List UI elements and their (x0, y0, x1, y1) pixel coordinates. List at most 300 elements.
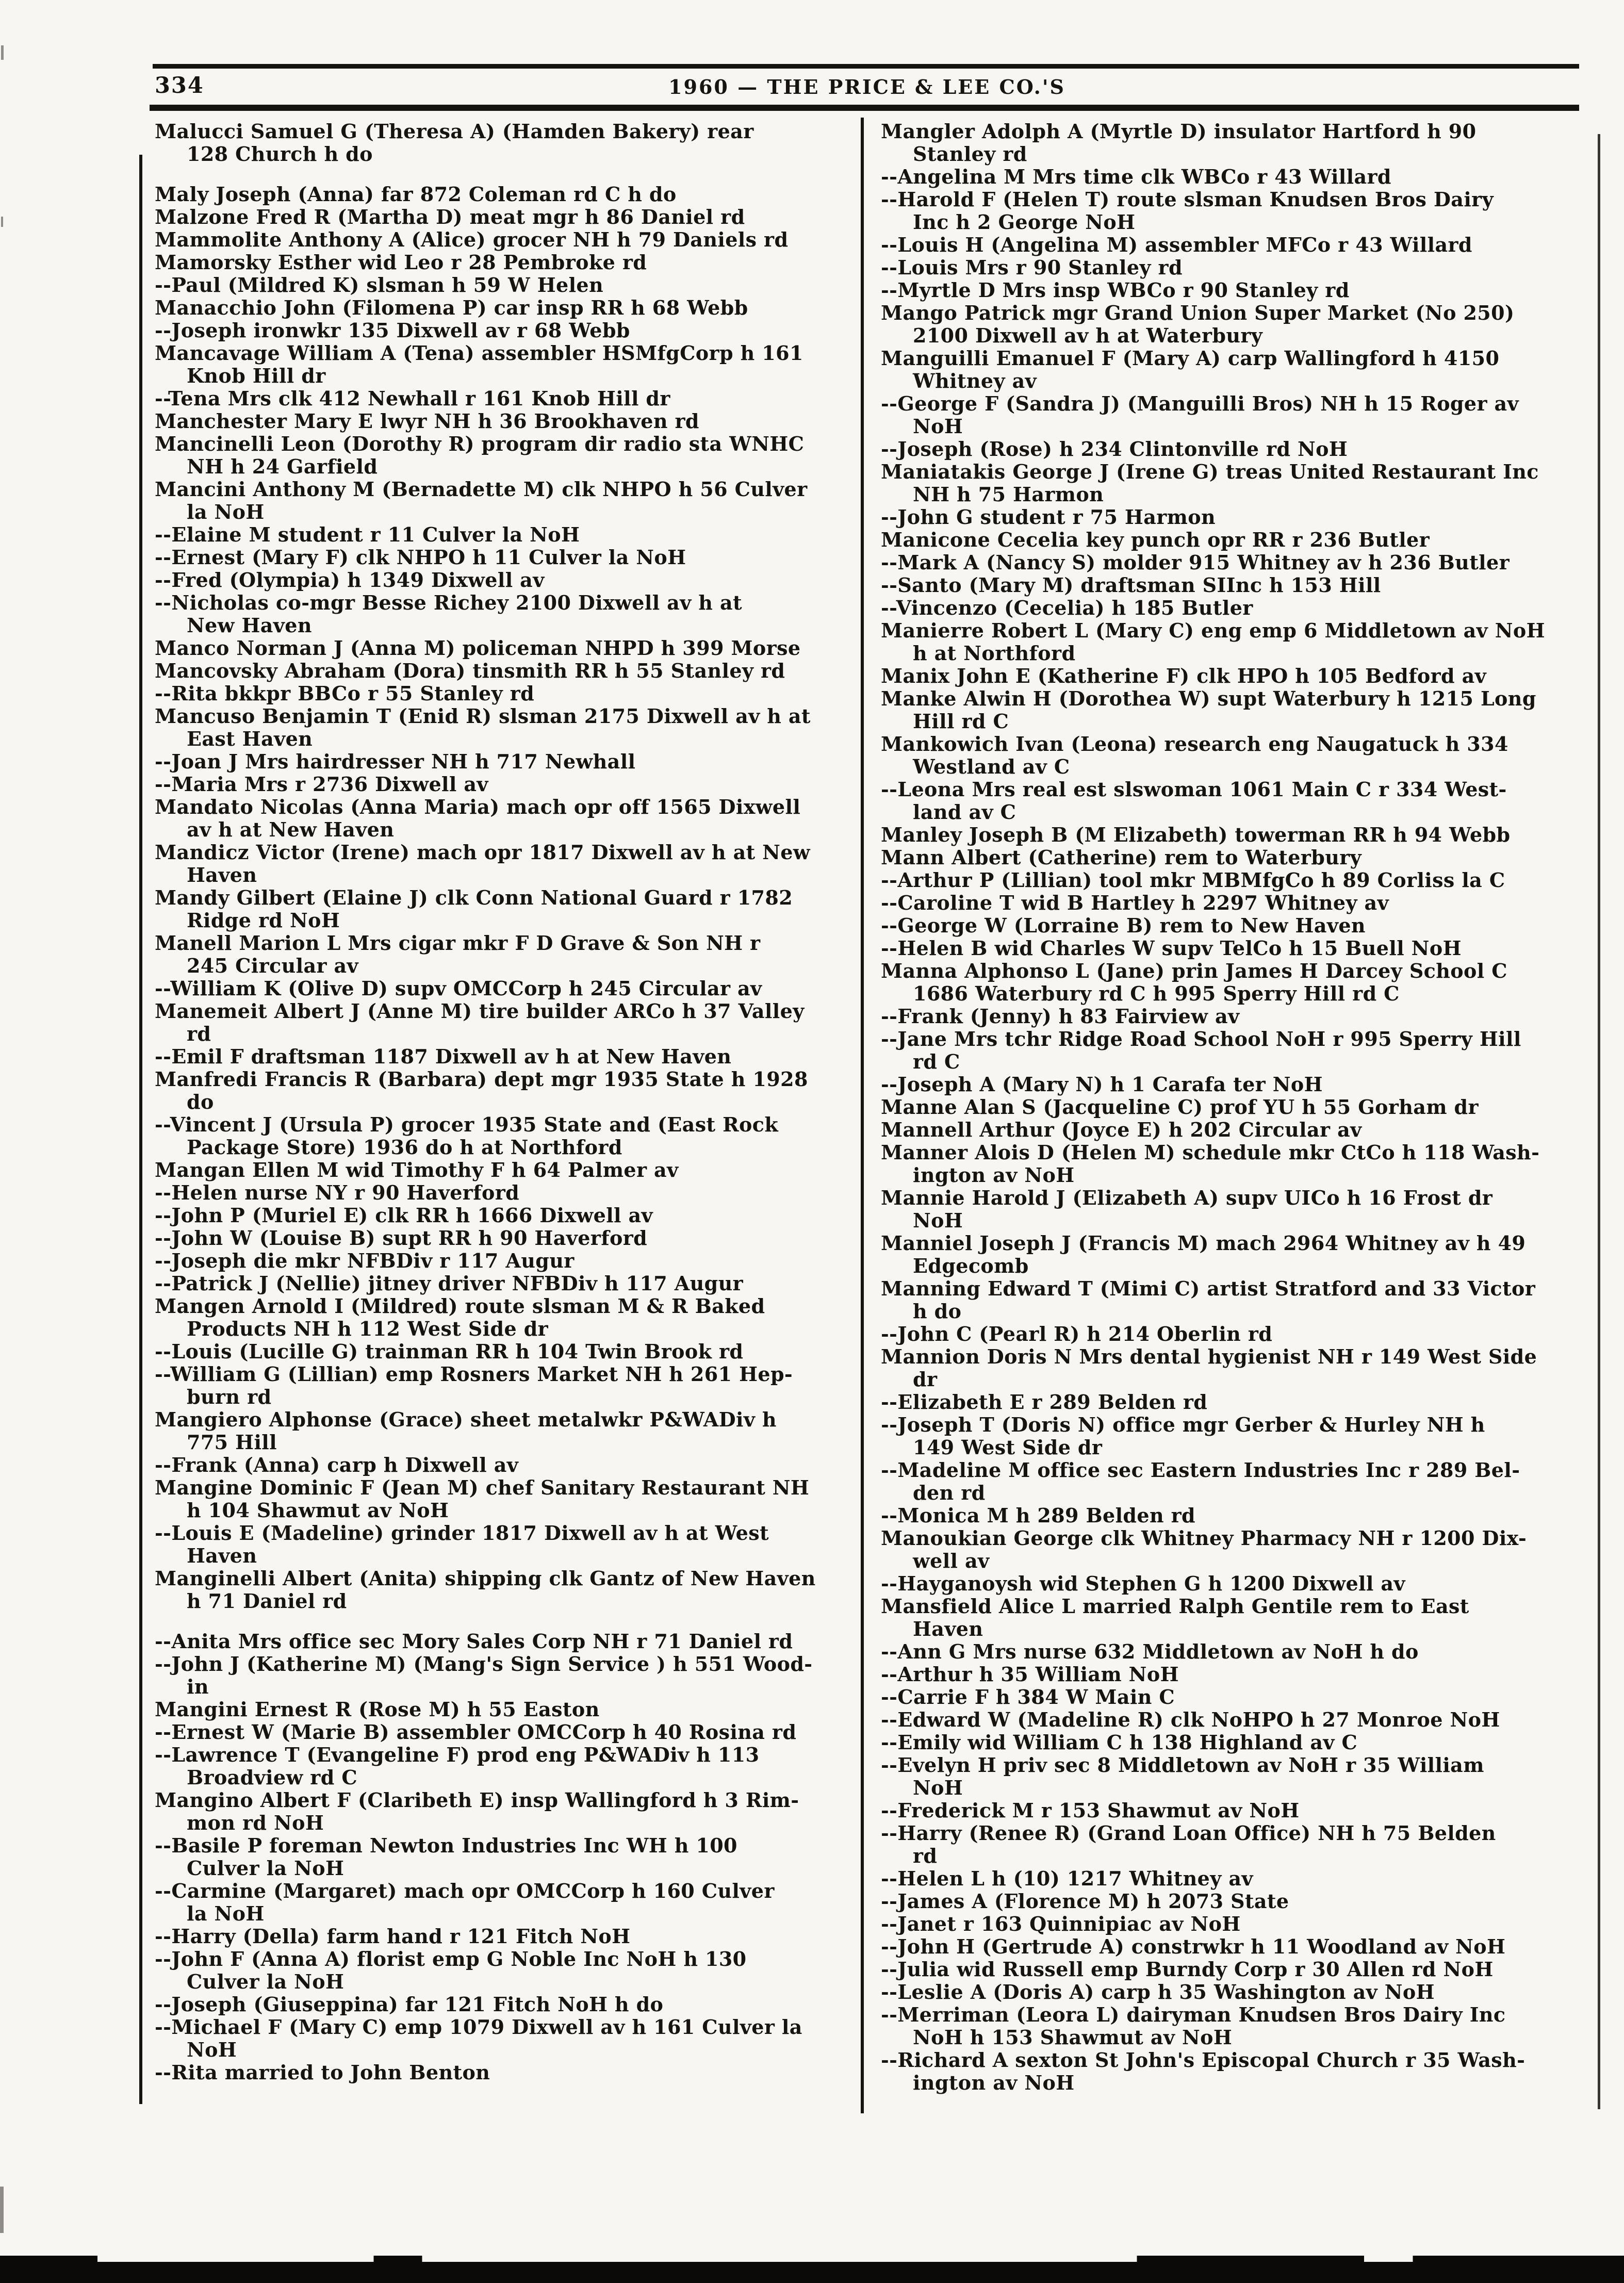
entry-first-line: --Nicholas co-mgr Besse Richey 2100 Dixwell av h at (155, 591, 742, 614)
header-rule (150, 105, 1579, 111)
directory-entry (155, 1925, 857, 1948)
entry-first-line: --Edward W (Madeline R) clk NoHPO h 27 Monroe NoH (881, 1708, 1500, 1731)
directory-entry (881, 234, 1603, 256)
entry-first-line: Mangini Ernest R (Rose M) h 55 Easton (155, 1698, 600, 1721)
directory-entry (155, 274, 857, 297)
top-rule (153, 64, 1579, 69)
entry-first-line: Mancuso Benjamin T (Enid R) slsman 2175 Dixwell av h at (155, 704, 811, 728)
entry-first-line: --Joseph (Rose) h 234 Clintonville rd NoH (881, 437, 1348, 461)
directory-entry (881, 597, 1603, 619)
directory-entry (881, 1391, 1603, 1414)
directory-entry (881, 1595, 1603, 1640)
directory-entry (155, 705, 857, 750)
directory-entry (155, 773, 857, 796)
directory-entry (155, 1408, 857, 1454)
entry-first-line: --James A (Florence M) h 2073 State (881, 1890, 1289, 1913)
entry-first-line: --Harry (Della) farm hand r 121 Fitch NoH (155, 1925, 631, 1948)
entry-first-line: Mancovsky Abraham (Dora) tinsmith RR h 55 Stanley rd (155, 659, 785, 682)
entry-first-line: Manguilli Emanuel F (Mary A) carp Wallingford h 4150 (881, 347, 1500, 370)
entry-first-line: --Joseph (Giuseppina) far 121 Fitch NoH h do (155, 1993, 664, 2016)
entry-first-line: --Joseph ironwkr 135 Dixwell av r 68 Webb (155, 319, 630, 342)
directory-entry (881, 1731, 1603, 1754)
entry-first-line: --John W (Louise B) supt RR h 90 Haverford (155, 1226, 648, 1250)
entry-first-line: Mangen Arnold I (Mildred) route slsman M & R Baked (155, 1294, 765, 1318)
directory-entry (881, 1527, 1603, 1572)
scan-artifact (1, 45, 4, 60)
bottom-scan-edge-bar (0, 2262, 1624, 2283)
entry-continuation-line: ington av NoH (913, 2071, 1075, 2094)
directory-entry (881, 687, 1603, 733)
entry-first-line: Mancinelli Leon (Dorothy R) program dir radio sta WNHC (155, 432, 805, 455)
entry-first-line: Mango Patrick mgr Grand Union Super Market (No 250) (881, 301, 1515, 324)
entry-first-line: --Hayganoysh wid Stephen G h 1200 Dixwell av (881, 1572, 1405, 1595)
directory-entry (881, 461, 1603, 506)
directory-entry (155, 1068, 857, 1113)
directory-entry (881, 1073, 1603, 1096)
directory-entry (155, 977, 857, 1000)
entry-first-line: --George W (Lorraine B) rem to New Haven (881, 914, 1366, 937)
directory-entry (881, 1754, 1603, 1799)
entry-first-line: Mangino Albert F (Claribeth E) insp Wallingford h 3 Rim- (155, 1788, 799, 1812)
directory-entry (881, 2049, 1603, 2094)
entry-continuation-line: 245 Circular av (187, 954, 359, 977)
entry-continuation-line: Stanley rd (913, 142, 1027, 166)
entry-first-line: --Harold F (Helen T) route slsman Knudsen Bros Dairy (881, 188, 1494, 211)
directory-entry (881, 1096, 1603, 1119)
entry-continuation-line: land av C (913, 800, 1016, 824)
entry-first-line: --Emil F draftsman 1187 Dixwell av h at New Haven (155, 1045, 732, 1068)
entry-continuation-line: Package Store) 1936 do h at Northford (187, 1136, 622, 1159)
entry-first-line: --Louis H (Angelina M) assembler MFCo r 43 Willard (881, 233, 1472, 256)
entry-first-line: --John G student r 75 Harmon (881, 505, 1216, 529)
entry-continuation-line: New Haven (187, 614, 312, 637)
directory-entry (881, 1890, 1603, 1913)
entry-continuation-line: la NoH (187, 500, 265, 523)
entry-first-line: --Patrick J (Nellie) jitney driver NFBDiv h 117 Augur (155, 1272, 744, 1295)
entry-continuation-line: 1686 Waterbury rd C h 995 Sperry Hill rd C (913, 982, 1400, 1005)
directory-entry (155, 183, 857, 206)
directory-entry (881, 2003, 1603, 2049)
directory-entry (881, 778, 1603, 824)
directory-entry (881, 506, 1603, 529)
entry-first-line: --William G (Lillian) emp Rosners Market NH h 261 Hep- (155, 1362, 793, 1386)
directory-entry (881, 279, 1603, 302)
entry-first-line: --Janet r 163 Quinnipiac av NoH (881, 1912, 1241, 1935)
directory-entry (155, 1630, 857, 1653)
directory-entry (155, 1204, 857, 1227)
entry-continuation-line: NoH h 153 Shawmut av NoH (913, 2026, 1233, 2049)
entry-continuation-line: Haven (187, 1544, 257, 1567)
entry-first-line: --Arthur h 35 William NoH (881, 1663, 1179, 1686)
entry-first-line: --Basile P foreman Newton Industries Inc WH h 100 (155, 1834, 737, 1857)
directory-entry (155, 1653, 857, 1698)
entry-continuation-line: 2100 Dixwell av h at Waterbury (913, 324, 1263, 347)
entry-continuation-line: rd (187, 1022, 211, 1045)
directory-entry (881, 1459, 1603, 1504)
entry-continuation-line: av h at New Haven (187, 818, 395, 841)
entry-first-line: --Maria Mrs r 2736 Dixwell av (155, 773, 488, 796)
entry-continuation-line: 128 Church h do (187, 142, 373, 166)
entry-continuation-line: Broadview rd C (187, 1766, 357, 1789)
directory-entry (881, 1323, 1603, 1345)
entry-continuation-line: Edgecomb (913, 1254, 1029, 1277)
entry-first-line: --Tena Mrs clk 412 Newhall r 161 Knob Hill dr (155, 387, 670, 410)
entry-first-line: --Frank (Jenny) h 83 Fairview av (881, 1005, 1240, 1028)
entry-first-line: Manna Alphonso L (Jane) prin James H Darcey School C (881, 959, 1507, 982)
directory-entry (155, 886, 857, 932)
entry-first-line: --Louis E (Madeline) grinder 1817 Dixwell av h at West (155, 1521, 769, 1545)
entry-first-line: --Richard A sexton St John's Episcopal Church r 35 Wash- (881, 2048, 1525, 2072)
entry-first-line: --Paul (Mildred K) slsman h 59 W Helen (155, 273, 604, 297)
entry-first-line: Maly Joseph (Anna) far 872 Coleman rd C h do (155, 183, 677, 206)
directory-entry (881, 347, 1603, 392)
entry-first-line: --John H (Gertrude A) constrwkr h 11 Woodland av NoH (881, 1935, 1506, 1958)
directory-entry (881, 892, 1603, 914)
directory-entry (881, 1640, 1603, 1663)
column-divider-line (861, 118, 864, 2113)
entry-first-line: Mannell Arthur (Joyce E) h 202 Circular av (881, 1118, 1362, 1141)
directory-entry (881, 120, 1603, 166)
directory-entry (155, 1113, 857, 1159)
directory-entry (155, 387, 857, 410)
entry-continuation-line: h do (913, 1300, 962, 1323)
entry-first-line: Manning Edward T (Mimi C) artist Stratford and 33 Victor (881, 1277, 1536, 1300)
directory-entry (881, 166, 1603, 188)
directory-entry (155, 1567, 857, 1613)
directory-entry (155, 1993, 857, 2016)
entry-first-line: --Julia wid Russell emp Burndy Corp r 30 Allen rd NoH (881, 1958, 1494, 1981)
entry-first-line: --Ann G Mrs nurse 632 Middletown av NoH h do (881, 1640, 1419, 1663)
directory-entry (155, 682, 857, 705)
entry-first-line: Manginelli Albert (Anita) shipping clk Gantz of New Haven (155, 1567, 816, 1590)
directory-column-right (881, 120, 1603, 2094)
entry-first-line: --Caroline T wid B Hartley h 2297 Whitney av (881, 891, 1389, 914)
directory-entry (881, 1028, 1603, 1073)
directory-entry (155, 410, 857, 433)
directory-entry (155, 796, 857, 841)
directory-entry (155, 932, 857, 977)
directory-entry (881, 1504, 1603, 1527)
entry-continuation-line: East Haven (187, 727, 313, 750)
entry-first-line: --Rita bkkpr BBCo r 55 Stanley rd (155, 682, 535, 705)
directory-entry (881, 914, 1603, 937)
entry-first-line: Mann Albert (Catherine) rem to Waterbury (881, 846, 1362, 869)
entry-first-line: --Monica M h 289 Belden rd (881, 1504, 1196, 1527)
directory-entry (155, 1227, 857, 1250)
directory-entry (881, 1958, 1603, 1981)
entry-continuation-line: Inc h 2 George NoH (913, 210, 1136, 234)
entry-first-line: --George F (Sandra J) (Manguilli Bros) NH h 15 Roger av (881, 392, 1519, 415)
entry-first-line: --Helen L h (10) 1217 Whitney av (881, 1867, 1253, 1890)
directory-entry (881, 302, 1603, 347)
entry-first-line: Manke Alwin H (Dorothea W) supt Waterbury h 1215 Long (881, 687, 1536, 710)
entry-continuation-line: Culver la NoH (187, 1970, 345, 1993)
directory-entry (881, 937, 1603, 960)
directory-entry (155, 1045, 857, 1068)
entry-first-line: --Helen nurse NY r 90 Haverford (155, 1181, 520, 1204)
directory-entry (155, 1476, 857, 1522)
entry-first-line: Manicone Cecelia key punch opr RR r 236 Butler (881, 528, 1430, 551)
directory-entry (155, 1834, 857, 1880)
directory-entry (881, 733, 1603, 778)
entry-first-line: Mammolite Anthony A (Alice) grocer NH h 79 Daniels rd (155, 228, 789, 251)
entry-first-line: Manemeit Albert J (Anne M) tire builder ARCo h 37 Valley (155, 999, 805, 1023)
entry-first-line: --Michael F (Mary C) emp 1079 Dixwell av h 161 Culver la (155, 2015, 802, 2039)
entry-first-line: Mancavage William A (Tena) assembler HSMfgCorp h 161 (155, 341, 803, 365)
entry-first-line: Mankowich Ivan (Leona) research eng Naugatuck h 334 (881, 732, 1508, 755)
directory-entry (155, 319, 857, 342)
entry-continuation-line: in (187, 1675, 209, 1698)
entry-continuation-line: Knob Hill dr (187, 364, 326, 387)
directory-entry (155, 1789, 857, 1834)
entry-continuation-line: NoH (913, 415, 963, 438)
directory-entry (881, 1935, 1603, 1958)
entry-first-line: Malzone Fred R (Martha D) meat mgr h 86 Daniel rd (155, 205, 745, 228)
entry-first-line: Manierre Robert L (Mary C) eng emp 6 Middletown av NoH (881, 619, 1545, 642)
entry-first-line: Mangan Ellen M wid Timothy F h 64 Palmer av (155, 1158, 679, 1181)
entry-first-line: Manell Marion L Mrs cigar mkr F D Grave & Son NH r (155, 931, 761, 955)
directory-entry (155, 660, 857, 682)
entry-first-line: --Frank (Anna) carp h Dixwell av (155, 1453, 519, 1476)
entry-first-line: --Myrtle D Mrs insp WBCo r 90 Stanley rd (881, 278, 1350, 302)
entry-first-line: --Vincenzo (Cecelia) h 185 Butler (881, 596, 1253, 619)
directory-entry (881, 256, 1603, 279)
directory-entry (155, 637, 857, 660)
entry-first-line: --Carrie F h 384 W Main C (881, 1685, 1175, 1709)
directory-entry (881, 551, 1603, 574)
directory-entry (155, 206, 857, 228)
directory-entry (881, 665, 1603, 687)
directory-entry (881, 1232, 1603, 1277)
directory-entry (881, 1709, 1603, 1731)
directory-entry (155, 1522, 857, 1567)
entry-first-line: Manix John E (Katherine F) clk HPO h 105 Bedford av (881, 664, 1487, 687)
directory-entry (155, 1181, 857, 1204)
entry-first-line: Manfredi Francis R (Barbara) dept mgr 1935 State h 1928 (155, 1067, 808, 1091)
directory-entry (155, 1000, 857, 1045)
entry-continuation-line: Haven (187, 863, 257, 886)
directory-entry (155, 228, 857, 251)
entry-first-line: Mandicz Victor (Irene) mach opr 1817 Dixwell av h at New (155, 841, 811, 864)
directory-entry (881, 1822, 1603, 1867)
directory-entry (155, 546, 857, 569)
entry-continuation-line: mon rd NoH (187, 1811, 324, 1834)
directory-entry (155, 433, 857, 478)
page-header-title: 1960 — THE PRICE & LEE CO.'S (668, 75, 1065, 98)
entry-continuation-line: h 104 Shawmut av NoH (187, 1499, 449, 1522)
entry-first-line: Manniel Joseph J (Francis M) mach 2964 Whitney av h 49 (881, 1231, 1526, 1255)
entry-continuation-line: Whitney av (913, 369, 1037, 392)
entry-first-line: --Elizabeth E r 289 Belden rd (881, 1390, 1208, 1414)
entry-continuation-line: dr (913, 1368, 938, 1391)
entry-continuation-line: h at Northford (913, 642, 1076, 665)
entry-first-line: --Evelyn H priv sec 8 Middletown av NoH r 35 William (881, 1753, 1484, 1777)
directory-entry (881, 529, 1603, 551)
entry-continuation-line: burn rd (187, 1385, 272, 1408)
directory-entry (881, 1119, 1603, 1141)
directory-entry (881, 188, 1603, 234)
directory-entry (155, 251, 857, 274)
entry-continuation-line: do (187, 1090, 214, 1113)
entry-first-line: --Rita married to John Benton (155, 2061, 490, 2084)
directory-entry (881, 1686, 1603, 1709)
entry-first-line: Manoukian George clk Whitney Pharmacy NH r 1200 Dix- (881, 1526, 1527, 1550)
directory-entry (881, 846, 1603, 869)
entry-continuation-line: ington av NoH (913, 1163, 1075, 1187)
directory-entry (155, 1880, 857, 1925)
directory-entry (155, 592, 857, 637)
entry-first-line: --Frederick M r 153 Shawmut av NoH (881, 1799, 1300, 1822)
entry-first-line: --Anita Mrs office sec Mory Sales Corp NH r 71 Daniel rd (155, 1630, 793, 1653)
scan-artifact (1, 217, 3, 227)
directory-column-left (155, 120, 857, 2084)
entry-first-line: Manacchio John (Filomena P) car insp RR h 68 Webb (155, 296, 748, 319)
entry-first-line: --Santo (Mary M) draftsman SIInc h 153 Hill (881, 573, 1381, 597)
directory-entry (155, 750, 857, 773)
directory-entry (881, 619, 1603, 665)
entry-first-line: --John F (Anna A) florist emp G Noble Inc NoH h 130 (155, 1947, 747, 1970)
directory-entry (155, 1721, 857, 1744)
entry-first-line: --John C (Pearl R) h 214 Oberlin rd (881, 1322, 1273, 1345)
directory-entry (881, 1187, 1603, 1232)
entry-first-line: --Lawrence T (Evangeline F) prod eng P&WADiv h 113 (155, 1743, 760, 1766)
directory-entry (155, 478, 857, 523)
entry-first-line: --Joan J Mrs hairdresser NH h 717 Newhall (155, 750, 636, 773)
directory-entry (155, 1744, 857, 1789)
entry-first-line: Mandato Nicolas (Anna Maria) mach opr off 1565 Dixwell (155, 795, 801, 818)
directory-entry (881, 1277, 1603, 1323)
entry-first-line: Mancini Anthony M (Bernadette M) clk NHPO h 56 Culver (155, 478, 808, 501)
entry-first-line: Mangler Adolph A (Myrtle D) insulator Hartford h 90 (881, 120, 1477, 143)
directory-entry (881, 438, 1603, 461)
entry-continuation-line: rd (913, 1844, 938, 1867)
entry-continuation-line: la NoH (187, 1902, 265, 1925)
entry-first-line: --Mark A (Nancy S) molder 915 Whitney av h 236 Butler (881, 551, 1510, 574)
entry-continuation-line: NoH (913, 1209, 963, 1232)
entry-continuation-line: Westland av C (913, 755, 1070, 778)
directory-entry (881, 1345, 1603, 1391)
entry-first-line: --Louis (Lucille G) trainman RR h 104 Twin Brook rd (155, 1340, 744, 1363)
directory-entry (155, 1340, 857, 1363)
entry-first-line: Maniatakis George J (Irene G) treas United Restaurant Inc (881, 460, 1539, 483)
entry-first-line: --Joseph die mkr NFBDiv r 117 Augur (155, 1249, 575, 1272)
entry-first-line: Mangiero Alphonse (Grace) sheet metalwkr P&WADiv h (155, 1408, 777, 1431)
entry-continuation-line: NH h 75 Harmon (913, 483, 1104, 506)
entry-continuation-line: NH h 24 Garfield (187, 455, 378, 478)
directory-entry (155, 120, 857, 166)
directory-entry (155, 342, 857, 387)
directory-entry (155, 297, 857, 319)
directory-entry (881, 1663, 1603, 1686)
entry-continuation-line: NoH (187, 2038, 237, 2061)
entry-first-line: --Joseph T (Doris N) office mgr Gerber & Hurley NH h (881, 1413, 1485, 1436)
directory-entry (881, 392, 1603, 438)
entry-continuation-line: 149 West Side dr (913, 1436, 1103, 1459)
entry-continuation-line: den rd (913, 1481, 986, 1504)
directory-entry (881, 960, 1603, 1005)
entry-first-line: --Vincent J (Ursula P) grocer 1935 State and (East Rock (155, 1113, 779, 1136)
directory-entry (155, 1250, 857, 1272)
entry-first-line: --Leslie A (Doris A) carp h 35 Washington av NoH (881, 1980, 1435, 2003)
directory-entry (155, 1272, 857, 1295)
entry-first-line: --Fred (Olympia) h 1349 Dixwell av (155, 568, 545, 592)
directory-entry (155, 1454, 857, 1476)
directory-entry (881, 1414, 1603, 1459)
entry-first-line: --Arthur P (Lillian) tool mkr MBMfgCo h 89 Corliss la C (881, 868, 1505, 892)
entry-first-line: Mamorsky Esther wid Leo r 28 Pembroke rd (155, 251, 647, 274)
entry-first-line: --Emily wid William C h 138 Highland av C (881, 1731, 1358, 1754)
page-number: 334 (155, 73, 204, 98)
entry-first-line: --Ernest (Mary F) clk NHPO h 11 Culver la NoH (155, 546, 686, 569)
directory-entry (155, 1948, 857, 1993)
entry-first-line: Manco Norman J (Anna M) policeman NHPD h 399 Morse (155, 636, 801, 660)
entry-first-line: --Joseph A (Mary N) h 1 Carafa ter NoH (881, 1073, 1323, 1096)
directory-entry (155, 1698, 857, 1721)
entry-continuation-line: 775 Hill (187, 1431, 277, 1454)
directory-entry (881, 824, 1603, 846)
entry-first-line: Mannie Harold J (Elizabeth A) supv UICo h 16 Frost dr (881, 1186, 1493, 1209)
directory-entry (881, 1799, 1603, 1822)
entry-first-line: --William K (Olive D) supv OMCCorp h 245 Circular av (155, 977, 762, 1000)
directory-entry (155, 841, 857, 886)
entry-first-line: --Angelina M Mrs time clk WBCo r 43 Willard (881, 165, 1391, 188)
entry-first-line: --Helen B wid Charles W supv TelCo h 15 Buell NoH (881, 937, 1462, 960)
entry-first-line: Manner Alois D (Helen M) schedule mkr CtCo h 118 Wash- (881, 1141, 1540, 1164)
entry-continuation-line: NoH (913, 1776, 963, 1799)
entry-first-line: Mandy Gilbert (Elaine J) clk Conn National Guard r 1782 (155, 886, 793, 909)
directory-entry (155, 523, 857, 546)
entry-first-line: --Ernest W (Marie B) assembler OMCCorp h 40 Rosina rd (155, 1720, 797, 1744)
left-page-edge-line (139, 155, 142, 2104)
entry-first-line: --Louis Mrs r 90 Stanley rd (881, 256, 1183, 279)
entry-first-line: Manchester Mary E lwyr NH h 36 Brookhaven rd (155, 409, 699, 433)
entry-first-line: --Elaine M student r 11 Culver la NoH (155, 523, 580, 546)
entry-continuation-line: rd C (913, 1050, 960, 1073)
scan-artifact (0, 2187, 4, 2233)
entry-first-line: --Madeline M office sec Eastern Industries Inc r 289 Bel- (881, 1458, 1520, 1482)
entry-first-line: Manley Joseph B (M Elizabeth) towerman RR h 94 Webb (881, 823, 1511, 846)
directory-entry (155, 1159, 857, 1181)
entry-continuation-line: well av (913, 1549, 990, 1572)
entry-first-line: Mannion Doris N Mrs dental hygienist NH r 149 West Side (881, 1345, 1537, 1368)
directory-entry (155, 2016, 857, 2061)
entry-first-line: --Leona Mrs real est slswoman 1061 Main C r 334 West- (881, 778, 1507, 801)
entry-first-line: Mansfield Alice L married Ralph Gentile rem to East (881, 1595, 1469, 1618)
entry-first-line: --Harry (Renee R) (Grand Loan Office) NH h 75 Belden (881, 1821, 1496, 1845)
directory-entry (881, 869, 1603, 892)
directory-entry (881, 574, 1603, 597)
entry-first-line: Manne Alan S (Jacqueline C) prof YU h 55 Gorham dr (881, 1095, 1479, 1119)
entry-first-line: --Carmine (Margaret) mach opr OMCCorp h 160 Culver (155, 1879, 775, 1902)
entry-first-line: --Jane Mrs tchr Ridge Road School NoH r 995 Sperry Hill (881, 1027, 1521, 1050)
entry-first-line: --Merriman (Leora L) dairyman Knudsen Bros Dairy Inc (881, 2003, 1506, 2026)
entry-first-line: --John J (Katherine M) (Mang's Sign Service ) h 551 Wood- (155, 1652, 813, 1676)
entry-continuation-line: Products NH h 112 West Side dr (187, 1317, 549, 1340)
entry-continuation-line: Hill rd C (913, 710, 1009, 733)
entry-continuation-line: Ridge rd NoH (187, 909, 340, 932)
entry-continuation-line: Culver la NoH (187, 1857, 345, 1880)
entry-continuation-line: h 71 Daniel rd (187, 1589, 347, 1613)
directory-entry (881, 1141, 1603, 1187)
directory-entry (881, 1005, 1603, 1028)
directory-entry (881, 1913, 1603, 1935)
directory-entry (881, 1981, 1603, 2003)
entry-first-line: Malucci Samuel G (Theresa A) (Hamden Bakery) rear (155, 120, 754, 143)
entry-first-line: --John P (Muriel E) clk RR h 1666 Dixwell av (155, 1204, 653, 1227)
directory-entry (881, 1867, 1603, 1890)
directory-entry (881, 1572, 1603, 1595)
entry-first-line: Mangine Dominic F (Jean M) chef Sanitary Restaurant NH (155, 1476, 810, 1499)
